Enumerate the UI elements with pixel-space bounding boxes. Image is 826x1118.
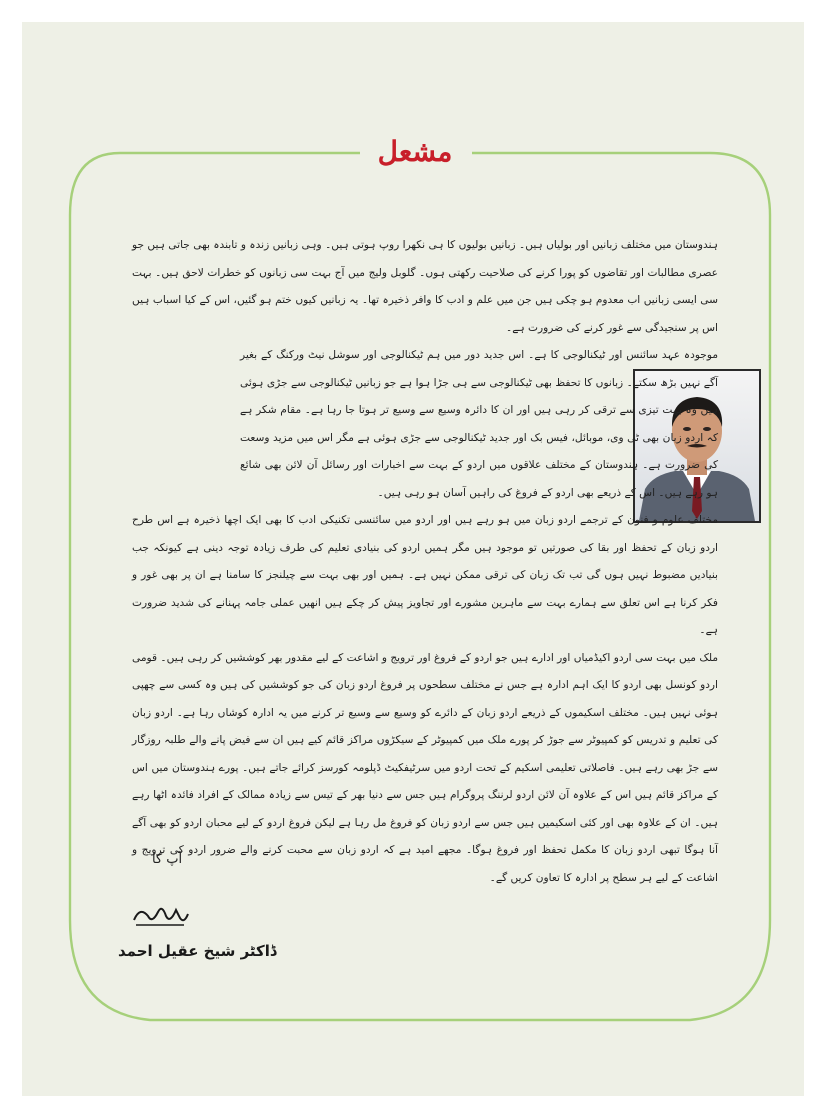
signature-image: [130, 898, 190, 930]
paragraph-3: مختلف علوم و فنون کے ترجمے اردو زبان میں ہو رہے ہیں اور اردو میں سائنسی تکنیکی ادب کا بھی ایک اچھا ذخیرہ ہے اس طرح اردو زبان کے تحفظ اور بقا کی صورتیں تو موجود ہیں مگر ہمیں اردو کی بنیادی تعلیم کی طرف زیادہ توجہ دینی ہے کیونکہ جب بنیادیں مضبوط نہیں ہوں گی تب تک زبان کی ترقی ممکن نہیں ہے۔ ہمیں اور بھی بہت سے چیلنجز کا سامنا ہے ان پر بھی غور و فکر کرنا ہے اس تعلق سے ہمارے بہت سے ماہرین مشورے اور تجاویز پیش کر چکے ہیں انھیں عملی جامہ پہنانے کی شدید ضرورت ہے۔: [132, 514, 718, 636]
paragraph-2: موجودہ عہد سائنس اور ٹیکنالوجی کا ہے۔ اس جدید دور میں ہم ٹیکنالوجی اور سوشل نیٹ ورکنگ کے بغیر آگے نہیں بڑھ سکتے۔ زبانوں کا تحفظ بھی ٹیکنالوجی سے ہی جڑا ہوا ہے جو زبانیں ٹیکنالوجی سے جڑی ہوئی ہیں وہ بہت تیزی سے ترقی کر رہی ہیں اور ان کا دائرہ وسیع سے وسیع تر ہوتا جا رہا ہے۔ مقام شکر ہے کہ اردو زبان بھی ٹی وی، موبائل، فیس بک اور جدید ٹیکنالوجی سے جڑی ہوئی ہے مگر اس میں مزید وسعت کی ضرورت ہے۔ ہندوستان کے مختلف علاقوں میں اردو کے بہت سے اخبارات اور رسائل آن لائن بھی شائع ہو رہے ہیں۔ اس کے ذریعے بھی اردو کے فروغ کی راہیں آسان ہو رہی ہیں۔: [240, 349, 718, 499]
author-name: ڈاکٹر شیخ عقیل احمد: [118, 942, 277, 960]
editorial-body: [132, 232, 718, 892]
page-heading: مشعل: [360, 130, 470, 174]
paragraph-4: ملک میں بہت سی اردو اکیڈمیاں اور ادارے ہیں جو اردو کے فروغ اور ترویج و اشاعت کے لیے مقدور بھر کوششیں کر رہی ہیں۔ قومی اردو کونسل بھی اردو کا ایک اہم ادارہ ہے جس نے مختلف سطحوں پر فروغ اردو زبان کی جو کوششیں کی ہیں وہ کسی سے چھپی ہوئی نہیں ہیں۔ مختلف اسکیموں کے ذریعے اردو زبان کے دائرے کو وسیع سے وسیع تر کرنے میں یہ ادارہ کوشاں رہا ہے۔ اردو زبان کی تعلیم و تدریس کو کمپیوٹر سے جوڑ کر پورے ملک میں کمپیوٹر کے سیکڑوں مراکز قائم کیے ہیں ان سے فیض پانے والے طلبہ روزگار سے جڑ بھی رہے ہیں۔ فاصلاتی تعلیمی اسکیم کے تحت اردو میں سرٹیفکیٹ ڈپلومہ کورسز کرائے جاتے ہیں۔ پورے ہندوستان میں اس کے مراکز قائم ہیں اس کے علاوہ آن لائن اردو لرننگ پروگرام ہیں جس سے دنیا بھر کے تیس سے زیادہ ممالک کے افراد فائدہ اٹھا رہے ہیں۔ ان کے علاوہ بھی اور کئی اسکیمیں ہیں جس سے اردو زبان کو فروغ مل رہا ہے لیکن فروغ اردو کے لیے محبان اردو کو بھی آگے آنا ہوگا تبھی اردو زبان کا مکمل تحفظ اور فروغ ہوگا۔ مجھے امید ہے کہ اردو زبان سے محبت کرنے والے ضرور اردو کی ترویج و اشاعت کے لیے ہر سطح پر ادارہ کا تعاون کریں گے۔: [132, 651, 718, 884]
closing-line: آپ کا: [152, 852, 183, 867]
paragraph-1: ہندوستان میں مختلف زبانیں اور بولیاں ہیں۔ زبانیں بولیوں کا ہی نکھرا روپ ہوتی ہیں۔ وہی زبانیں زندہ و تابندہ بھی جاتی ہیں جو عصری مطالبات اور تقاضوں کو پورا کرنے کی صلاحیت رکھتی ہوں۔ گلوبل ولیج میں آج بہت سی زبانوں کو خطرات لاحق ہیں۔ بہت سی ایسی زبانیں اب معدوم ہو چکی ہیں جن میں علم و ادب کا وافر ذخیرہ تھا۔ یہ زبانیں کیوں ختم ہو گئیں، اس کے کیا اسباب ہیں اس پر سنجیدگی سے غور کرنے کی ضرورت ہے۔: [132, 239, 718, 334]
